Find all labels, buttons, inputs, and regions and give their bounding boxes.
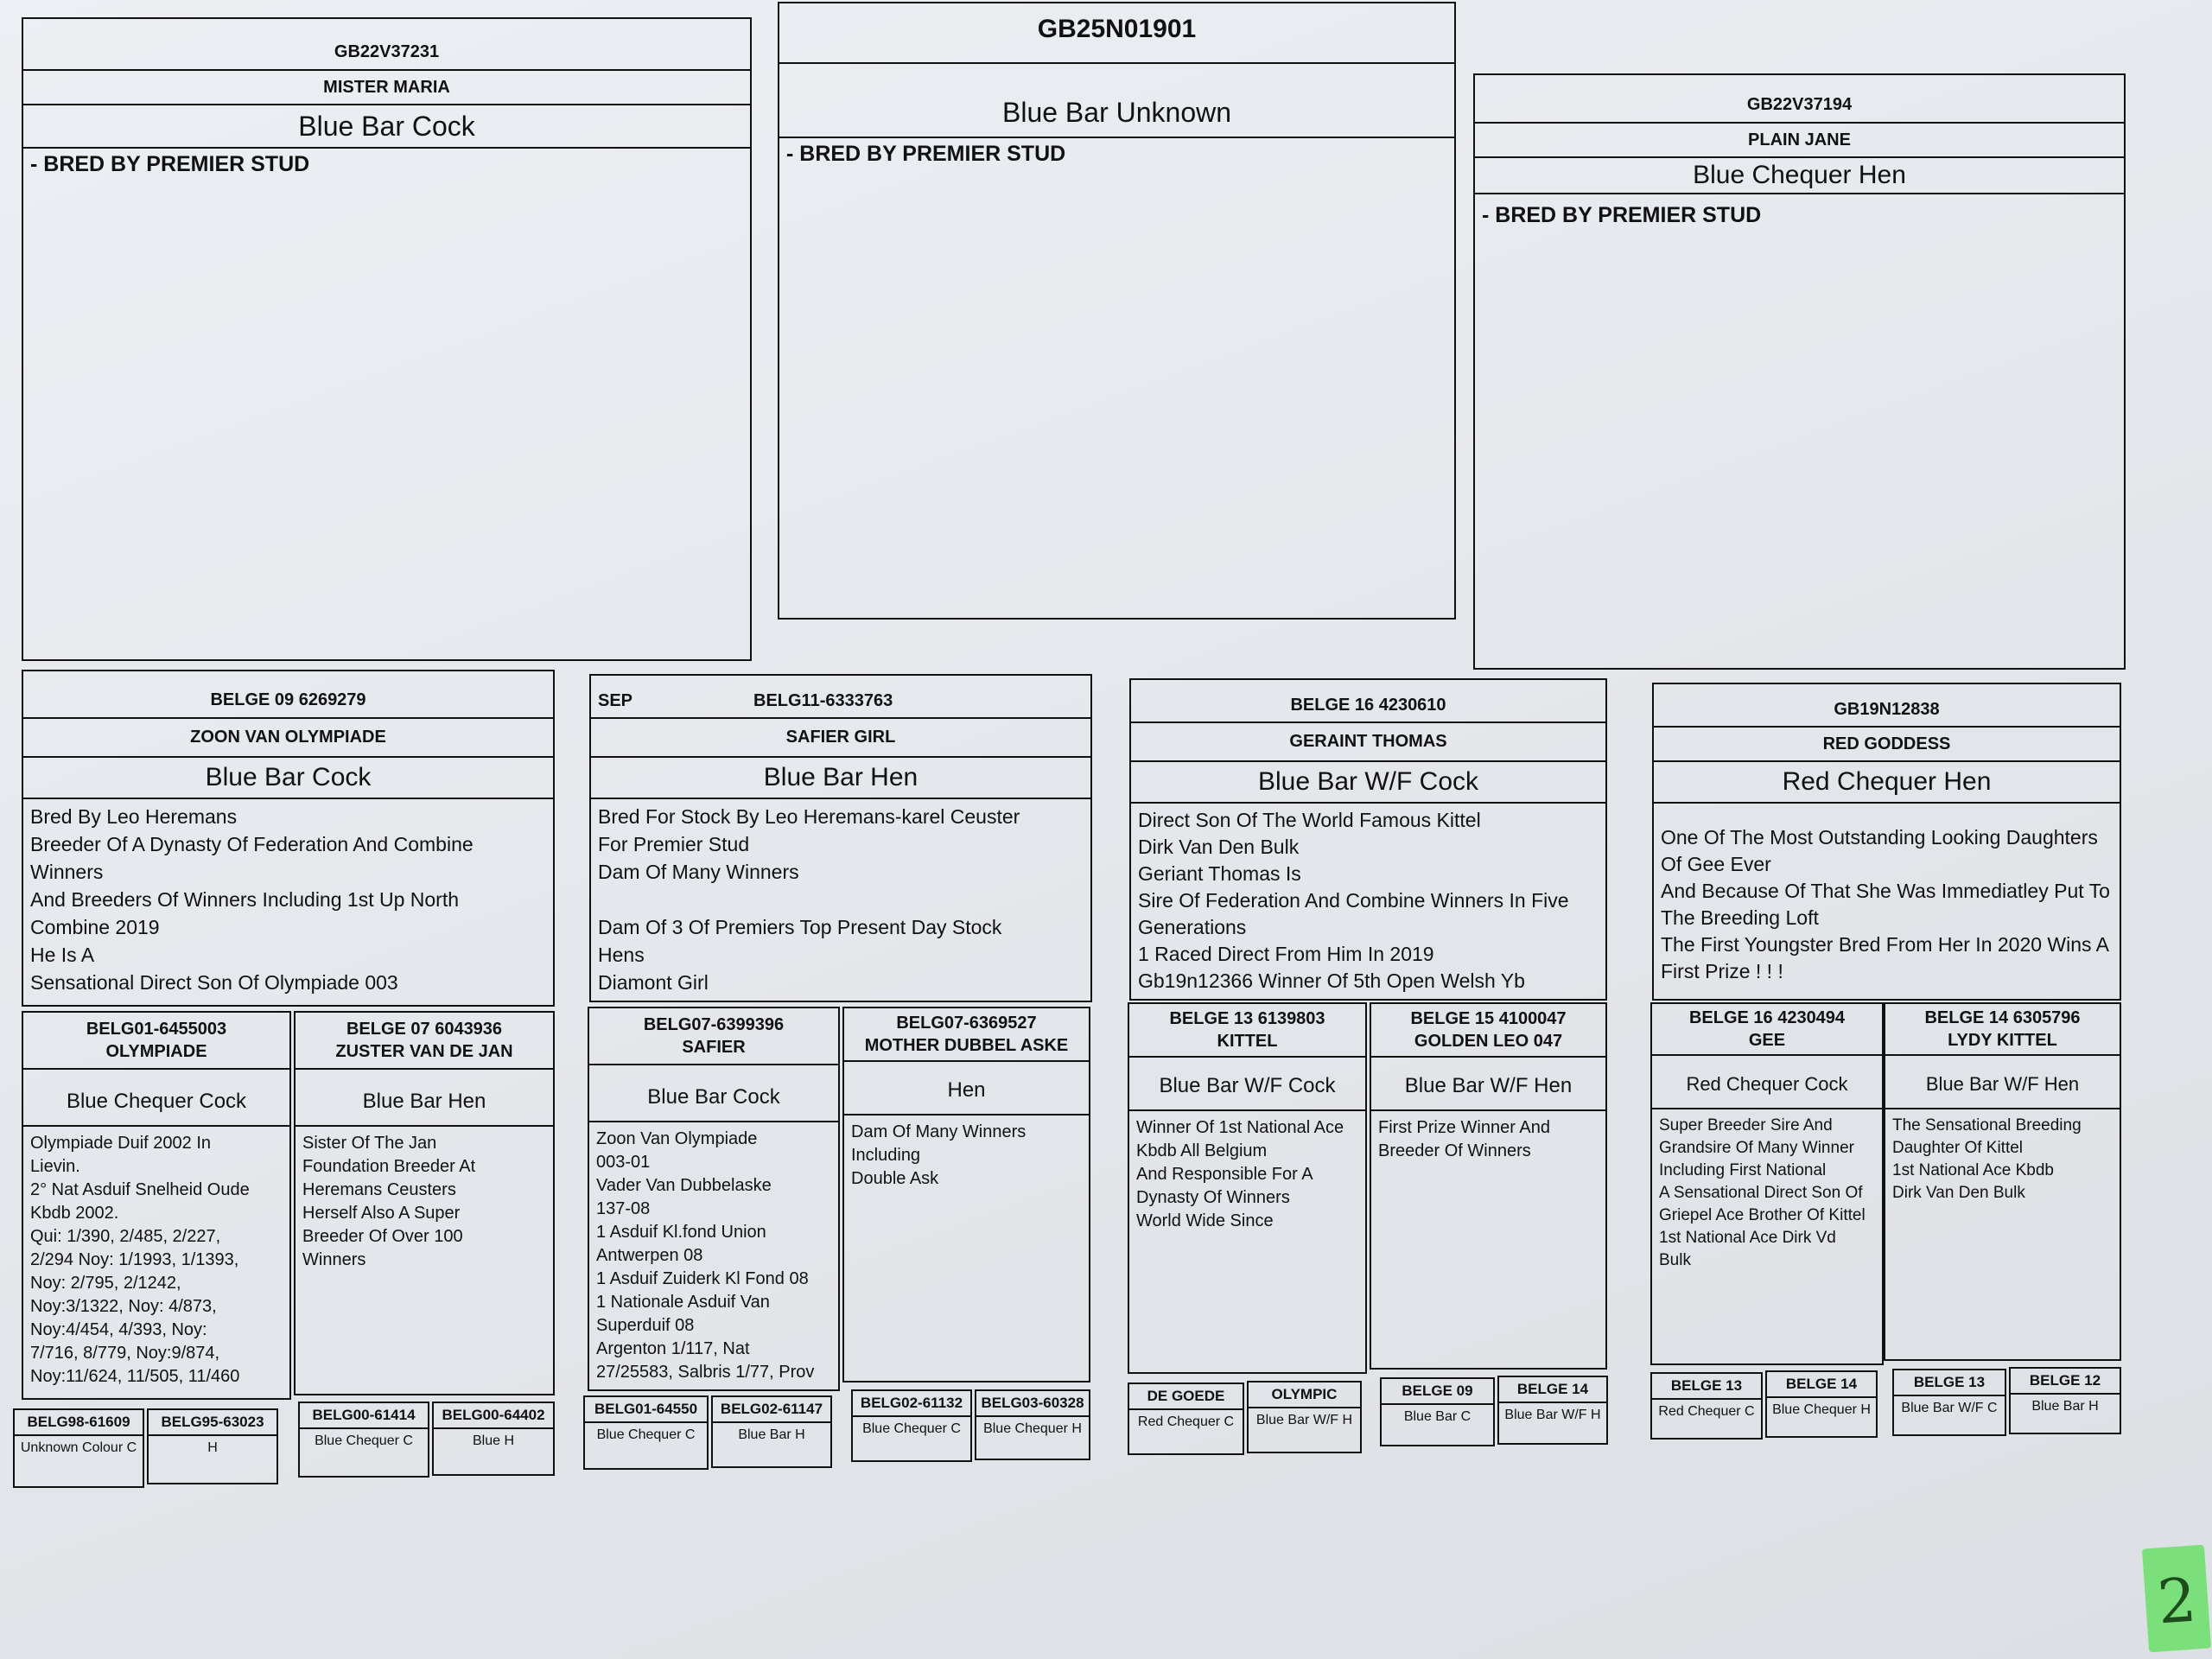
note-line: 2° Nat Asduif Snelheid Oude <box>30 1180 250 1199</box>
parent-notes <box>1131 804 1605 998</box>
gg-ring: BELGE 14 <box>1499 1377 1606 1403</box>
note-line: Daughter Of Kittel <box>1892 1139 2024 1157</box>
grandparent-colour: Hen <box>844 1067 1089 1116</box>
note-line: World Wide Since <box>1136 1211 1274 1230</box>
note-line: Zoon Van Olympiade <box>596 1129 758 1148</box>
parent-colour: Blue Bar Cock <box>23 758 553 799</box>
great-grandparent-card <box>1892 1369 2006 1436</box>
parent-colour: Red Chequer Hen <box>1654 762 2120 804</box>
gg-colour: Red Chequer C <box>1658 1404 1755 1419</box>
note-line: Griepel Ace Brother Of Kittel <box>1659 1206 1866 1224</box>
great-grandparent-card <box>298 1402 429 1478</box>
great-grandparent-card <box>13 1408 144 1488</box>
note-line <box>598 886 1084 913</box>
grandparent-head <box>296 1013 553 1070</box>
grandparent-name: LYDY KITTEL <box>1948 1031 2057 1050</box>
gg-colour: Blue H <box>472 1433 515 1448</box>
note-line: Qui: 1/390, 2/485, 2/227, <box>30 1227 221 1246</box>
note-line: The Breeding Loft <box>1661 906 1819 929</box>
grandparent-card <box>1370 1002 1607 1370</box>
gg-colour: Blue Bar W/F H <box>1255 1413 1353 1427</box>
note-line: A Sensational Direct Son Of <box>1659 1184 1863 1202</box>
grandparent-name: MOTHER DUBBEL ASKE <box>864 1036 1069 1055</box>
note-line: Antwerpen 08 <box>596 1246 703 1265</box>
grandparent-ring: BELGE 16 4230494 <box>1688 1008 1846 1027</box>
great-grandparent-card <box>432 1402 555 1476</box>
note-line: Winners <box>302 1250 366 1269</box>
sire-notes: - BRED BY PREMIER STUD <box>30 152 310 176</box>
grandparent-head <box>844 1008 1089 1062</box>
parent-colour: Blue Bar Hen <box>591 758 1090 799</box>
dam-name: PLAIN JANE <box>1475 124 2124 158</box>
sire-name: MISTER MARIA <box>23 71 750 105</box>
note-line: Noy: 2/795, 2/1242, <box>30 1274 181 1293</box>
gg-colour: Blue Bar C <box>1403 1409 1471 1424</box>
grandparent-notes <box>1129 1111 1365 1238</box>
grandparent-card <box>22 1011 291 1400</box>
note-line: Super Breeder Sire And <box>1659 1116 1833 1135</box>
note-line: Of Gee Ever <box>1661 853 1771 875</box>
parent-name: ZOON VAN OLYMPIADE <box>23 719 553 758</box>
great-grandparent-card <box>1765 1370 1878 1438</box>
grandparent-name: GOLDEN LEO 047 <box>1414 1032 1563 1051</box>
great-grandparent-card <box>1497 1376 1608 1445</box>
note-line: And Responsible For A <box>1136 1165 1313 1184</box>
parent-notes <box>23 799 553 1000</box>
page-number: 2 <box>2155 1564 2199 1638</box>
great-grandparent-card <box>1128 1382 1244 1455</box>
gg-colour: Blue Chequer C <box>862 1421 961 1436</box>
grandparent-head <box>1652 1004 1882 1056</box>
note-line: Argenton 1/117, Nat <box>596 1339 750 1358</box>
dam-notes: - BRED BY PREMIER STUD <box>1482 203 1762 227</box>
note-line: Breeder Of Over 100 <box>302 1227 463 1246</box>
grandparent-head <box>23 1013 289 1070</box>
note-line: 003-01 <box>596 1153 651 1172</box>
gg-ring: BELG00-61414 <box>300 1403 428 1429</box>
gg-ring: DE GOEDE <box>1129 1384 1243 1410</box>
grandparent-card <box>1884 1002 2121 1361</box>
gg-ring: BELG03-60328 <box>976 1391 1089 1417</box>
grandparent-colour: Blue Bar W/F Cock <box>1129 1063 1365 1111</box>
grandparent-head <box>589 1008 838 1065</box>
grandparent-notes <box>1885 1109 2120 1210</box>
grandparent-name: SAFIER <box>682 1038 746 1057</box>
note-line: Dirk Van Den Bulk <box>1138 836 1300 858</box>
note-line: Dam Of Many Winners <box>851 1122 1027 1141</box>
note-line: Sister Of The Jan <box>302 1134 437 1153</box>
grandparent-ring: BELGE 13 6139803 <box>1169 1009 1325 1028</box>
grandparent-name: ZUSTER VAN DE JAN <box>335 1042 513 1061</box>
note-line: Breeder Of A Dynasty Of Federation And Combine <box>30 833 474 855</box>
note-line: Heremans Ceusters <box>302 1180 456 1199</box>
note-line: Lievin. <box>30 1157 80 1176</box>
grandparent-notes <box>296 1127 553 1277</box>
grandparent-ring: BELG07-6399396 <box>643 1015 785 1034</box>
note-line: Bred For Stock By Leo Heremans-karel Ceuster <box>598 805 1020 828</box>
grandparent-card <box>294 1011 555 1395</box>
grandparent-card <box>1650 1002 1884 1365</box>
note-line: Double Ask <box>851 1169 939 1188</box>
parent-card <box>22 670 555 1007</box>
great-grandparent-card <box>1380 1377 1495 1446</box>
grandparent-colour: Blue Chequer Cock <box>23 1078 289 1127</box>
note-line: 27/25583, Salbris 1/77, Prov <box>596 1363 815 1382</box>
grandparent-head <box>1129 1004 1365 1058</box>
gg-colour: H <box>207 1440 218 1455</box>
note-line: First Prize Winner And <box>1378 1118 1550 1137</box>
parent-ring: BELG11-6333763 <box>753 690 893 710</box>
bird-card <box>778 2 1456 620</box>
grandparent-notes <box>1652 1109 1882 1277</box>
great-grandparent-card <box>147 1408 278 1484</box>
great-grandparent-card <box>583 1395 709 1470</box>
grandparent-colour: Blue Bar W/F Hen <box>1371 1063 1605 1111</box>
bird-colour: Blue Bar Unknown <box>779 88 1454 138</box>
dam-ring: GB22V37194 <box>1475 75 2124 124</box>
note-line: Dam Of Many Winners <box>598 861 799 883</box>
great-grandparent-card <box>975 1389 1090 1460</box>
gg-ring: BELG95-63023 <box>149 1410 276 1436</box>
grandparent-colour: Blue Bar Cock <box>589 1074 838 1122</box>
note-line: Breeder Of Winners <box>1378 1141 1531 1160</box>
parent-notes <box>591 799 1090 1000</box>
grandparent-ring: BELGE 15 4100047 <box>1410 1009 1567 1028</box>
note-line: Hens <box>598 944 645 966</box>
great-grandparent-card <box>851 1389 972 1462</box>
parent-ring: BELGE 16 4230610 <box>1131 680 1605 723</box>
note-line: Vader Van Dubbelaske <box>596 1176 772 1195</box>
gg-colour: Blue Bar H <box>2031 1399 2099 1414</box>
note-line: Geriant Thomas Is <box>1138 862 1301 885</box>
parent-colour: Blue Bar W/F Cock <box>1131 762 1605 804</box>
gg-colour: Blue Bar W/F C <box>1901 1401 1998 1415</box>
note-line: Diamont Girl <box>598 971 709 994</box>
note-line: 1st National Ace Kbdb <box>1892 1161 2054 1179</box>
note-line <box>1661 807 2113 824</box>
grandparent-colour: Blue Bar W/F Hen <box>1885 1061 2120 1109</box>
grandparent-colour: Blue Bar Hen <box>296 1078 553 1127</box>
grandparent-ring: BELG07-6369527 <box>896 1014 1037 1033</box>
gg-ring: BELG01-64550 <box>585 1397 707 1423</box>
note-line: 7/716, 8/779, Noy:9/874, <box>30 1344 220 1363</box>
grandparent-notes <box>589 1122 838 1389</box>
note-line: First Prize ! ! ! <box>1661 960 1783 982</box>
note-line: Kbdb 2002. <box>30 1204 119 1223</box>
note-line: Olympiade Duif 2002 In <box>30 1134 212 1153</box>
gg-ring: BELG98-61609 <box>15 1410 143 1436</box>
gg-ring: BELG02-61147 <box>713 1397 830 1423</box>
parent-ring-row <box>591 676 1090 719</box>
gg-ring: BELG02-61132 <box>853 1391 970 1417</box>
gg-ring: BELG00-64402 <box>434 1403 553 1429</box>
parent-name: SAFIER GIRL <box>591 719 1090 758</box>
bird-notes: - BRED BY PREMIER STUD <box>786 142 1066 166</box>
grandparent-card <box>1128 1002 1367 1374</box>
parent-card <box>589 674 1092 1002</box>
grandparent-ring: BELG01-6455003 <box>86 1020 227 1039</box>
gg-colour: Blue Chequer H <box>983 1421 1082 1436</box>
great-grandparent-card <box>1650 1372 1763 1440</box>
grandparent-notes <box>1371 1111 1605 1168</box>
parent-ring: BELGE 09 6269279 <box>23 671 553 719</box>
grandparent-notes <box>23 1127 289 1394</box>
gg-colour: Blue Chequer C <box>596 1427 696 1442</box>
sire-ring: GB22V37231 <box>23 19 750 71</box>
note-line: 1 Raced Direct From Him In 2019 <box>1138 943 1434 965</box>
grandparent-notes <box>844 1116 1089 1196</box>
parent-card <box>1129 678 1607 1001</box>
gg-ring: BELGE 14 <box>1767 1372 1876 1398</box>
note-line: Sire Of Federation And Combine Winners In Five <box>1138 889 1569 912</box>
grandparent-ring: BELGE 14 6305796 <box>1924 1008 2081 1027</box>
note-line: Combine 2019 <box>30 916 160 938</box>
parent-prefix: SEP <box>598 690 633 710</box>
parent-ring: GB19N12838 <box>1654 684 2120 728</box>
sire-card <box>22 17 752 661</box>
bird-ring: GB25N01901 <box>779 3 1454 64</box>
note-line: And Because Of That She Was Immediatley Put To <box>1661 880 2110 902</box>
note-line: Sensational Direct Son Of Olympiade 003 <box>30 971 398 994</box>
gg-colour: Blue Chequer C <box>315 1433 413 1448</box>
grandparent-head <box>1371 1004 1605 1058</box>
grandparent-name: KITTEL <box>1217 1032 1278 1051</box>
note-line: 1 Nationale Asduif Van <box>596 1293 770 1312</box>
grandparent-colour: Red Chequer Cock <box>1652 1061 1882 1109</box>
great-grandparent-card <box>711 1395 832 1468</box>
great-grandparent-card <box>1247 1381 1362 1453</box>
parent-name: RED GODDESS <box>1654 728 2120 762</box>
note-line: And Breeders Of Winners Including 1st Up North <box>30 888 460 911</box>
sire-colour: Blue Bar Cock <box>23 105 750 149</box>
gg-colour: Blue Bar W/F H <box>1504 1408 1601 1422</box>
note-line: Direct Son Of The World Famous Kittel <box>1138 809 1481 831</box>
note-line: Noy:11/624, 11/505, 11/460 <box>30 1367 240 1386</box>
note-line: Bulk <box>1659 1251 1691 1269</box>
note-line: For Premier Stud <box>598 833 750 855</box>
note-line: Noy:3/1322, Noy: 4/873, <box>30 1297 217 1316</box>
grandparent-name: GEE <box>1748 1031 1786 1050</box>
note-line: Dam Of 3 Of Premiers Top Present Day Stock <box>598 916 1002 938</box>
note-line: 2/294 Noy: 1/1993, 1/1393, <box>30 1250 239 1269</box>
grandparent-ring: BELGE 07 6043936 <box>346 1020 503 1039</box>
note-line: Kbdb All Belgium <box>1136 1141 1268 1160</box>
note-line: 1st National Ace Dirk Vd <box>1659 1229 1836 1247</box>
note-line: Generations <box>1138 916 1247 938</box>
note-line: Noy:4/454, 4/393, Noy: <box>30 1320 207 1339</box>
gg-colour: Unknown Colour C <box>20 1440 137 1455</box>
gg-colour: Blue Bar H <box>738 1427 805 1442</box>
gg-colour: Blue Chequer H <box>1772 1402 1871 1417</box>
note-line: Winners <box>30 861 104 883</box>
note-line: The Sensational Breeding <box>1892 1116 2082 1135</box>
note-line: The First Youngster Bred From Her In 2020 Wins A <box>1661 933 2110 956</box>
gg-colour: Red Chequer C <box>1137 1414 1235 1429</box>
note-line: He Is A <box>30 944 95 966</box>
note-line: Superduif 08 <box>596 1316 695 1335</box>
gg-ring: BELGE 13 <box>1652 1374 1761 1400</box>
note-line: 1 Asduif Kl.fond Union <box>596 1223 766 1242</box>
note-line: Gb19n12366 Winner Of 5th Open Welsh Yb <box>1138 969 1525 992</box>
note-line: Dynasty Of Winners <box>1136 1188 1290 1207</box>
great-grandparent-card <box>2009 1367 2121 1434</box>
grandparent-head <box>1885 1004 2120 1056</box>
dam-colour: Blue Chequer Hen <box>1475 158 2124 194</box>
dam-card <box>1473 73 2126 670</box>
note-line: Grandsire Of Many Winner <box>1659 1139 1854 1157</box>
note-line: Winner Of 1st National Ace <box>1136 1118 1344 1137</box>
page-number-sticker <box>2142 1545 2211 1653</box>
note-line: One Of The Most Outstanding Looking Daughters <box>1661 826 2098 849</box>
gg-ring: OLYMPIC <box>1249 1382 1360 1408</box>
gg-ring: BELGE 13 <box>1894 1370 2005 1396</box>
note-line: Dirk Van Den Bulk <box>1892 1184 2025 1202</box>
note-line: Herself Also A Super <box>302 1204 461 1223</box>
note-line: Including <box>851 1146 921 1165</box>
gg-ring: BELGE 09 <box>1382 1379 1493 1405</box>
grandparent-name: OLYMPIADE <box>105 1042 207 1061</box>
parent-notes <box>1654 804 2120 988</box>
note-line: Bred By Leo Heremans <box>30 805 238 828</box>
note-line: 137-08 <box>596 1199 651 1218</box>
note-line: Including First National <box>1659 1161 1827 1179</box>
note-line: 1 Asduif Zuiderk Kl Fond 08 <box>596 1269 809 1288</box>
gg-ring: BELGE 12 <box>2011 1369 2120 1395</box>
grandparent-card <box>588 1007 840 1391</box>
note-line: Foundation Breeder At <box>302 1157 476 1176</box>
parent-name: GERAINT THOMAS <box>1131 723 1605 762</box>
parent-card <box>1652 683 2121 1001</box>
grandparent-card <box>842 1007 1090 1382</box>
